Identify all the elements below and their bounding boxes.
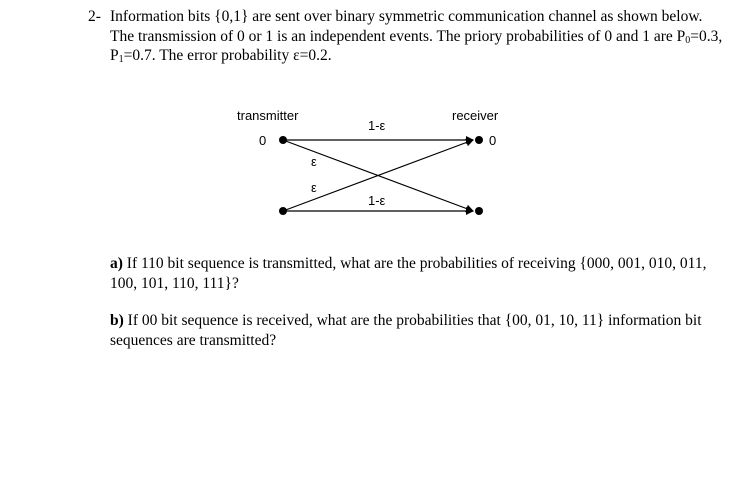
problem-number: 2-: [88, 8, 101, 25]
part-b-label: b): [110, 312, 124, 329]
part-a: [62, 254, 722, 293]
transmitter-label: transmitter: [237, 108, 299, 123]
part-b: [62, 311, 722, 350]
p1-subscript: 1: [118, 54, 124, 65]
p0-subscript: 0: [685, 34, 691, 46]
transmitter-node-0: [279, 136, 287, 144]
receiver-zero-label: 0: [489, 133, 497, 148]
p0-value: =0.3, P: [110, 27, 723, 64]
bottom-edge-label: 1-ε: [368, 193, 386, 208]
receiver-label: receiver: [452, 108, 499, 123]
part-a-text: If 110 bit sequence is transmitted, what are the probabilities of receiving {000, 001, 010, 011, 100, 101, 110, 111}?: [110, 255, 707, 292]
transmitter-zero-label: 0: [259, 133, 267, 148]
part-b-text: If 00 bit sequence is received, what are the probabilities that {00, 01, 10, 11} information bit sequences are transmitted?: [110, 312, 702, 349]
part-a-label: a): [110, 255, 123, 272]
top-edge-label: 1-ε: [368, 118, 386, 133]
p1-value: =0.7. The error probability ε=0.2.: [123, 47, 332, 64]
transmitter-node-1: [279, 207, 287, 215]
receiver-node-0: [475, 136, 483, 144]
receiver-node-1: [475, 207, 483, 215]
cross-label-upper: ε: [311, 154, 317, 169]
problem-text-part1: Information bits {0,1} are sent over binary symmetric communication channel as shown below. The transmission of 0 or 1 is an independent events. The priory probabilities of 0 and 1 are P: [110, 8, 703, 45]
cross-label-lower: ε: [311, 180, 317, 195]
